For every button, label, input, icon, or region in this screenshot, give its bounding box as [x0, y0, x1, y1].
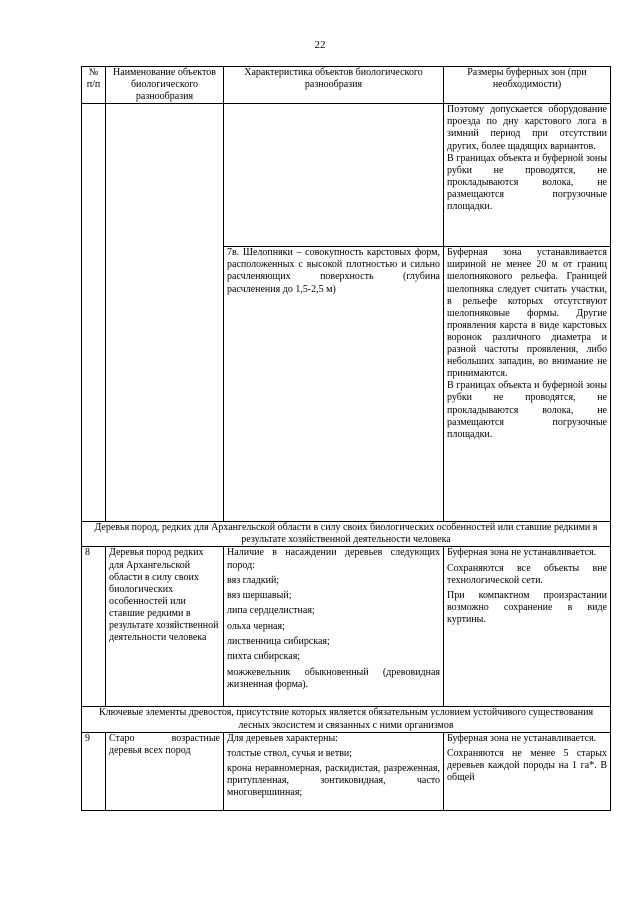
list-item: пихта сибирская; — [227, 651, 301, 663]
biodiversity-table — [81, 66, 611, 811]
header-buffer: Размеры буферных зон (при необходимости) — [444, 67, 611, 104]
section-title-rare-species: Деревья пород, редких для Архангельской области в силу своих биологических особенностей или ставшие редкими в результате хозяйственной деятельности человека — [82, 522, 611, 547]
buffer-paragraph: Буферная зона устанавливается шириной не менее 20 м от границ шелопнякового рельефа. Границей шелопняка следует считать участки, в рельефе которых отсутствуют шелопняковые формы. Другие проявления карста в виде карстовых воронок различного диаметра и разной частоты проявления, либо небольших западин, во внимание не принимаются. — [447, 247, 607, 380]
page-number: 22 — [314, 39, 326, 51]
header-characteristics: Характеристика объектов биологического разнообразия — [224, 67, 444, 104]
list-item: вяз гладкий; — [227, 574, 280, 586]
table-row-9 — [82, 732, 611, 810]
buffer-paragraph: Поэтому допускается оборудование проезда по дну карстового лога в зимний период при отсутствии других, более щадящих вариантов. — [447, 104, 607, 152]
table-row-8 — [82, 547, 611, 707]
list-item: При компактном произрастании возможно сохранение в виде куртины. — [447, 590, 607, 626]
cell-characteristics-continued — [224, 104, 444, 247]
list-item: вяз шершавый; — [227, 590, 292, 602]
list-item: Буферная зона не устанавливается. — [447, 547, 597, 559]
cell-name-9: Старо возрастные деревья всех пород — [106, 732, 224, 810]
list-item: можжевельник обыкновенный (древовидная жизненная форма). — [227, 666, 440, 690]
list-item: липа сердцелистная; — [227, 605, 315, 617]
cell-buffer-9 — [444, 732, 611, 810]
cell-num-8: 8 — [82, 547, 106, 707]
cell-name-continued — [106, 104, 224, 522]
section-row-rare-species — [82, 522, 611, 547]
list-item: Сохраняются не менее 5 старых деревьев каждой породы на 1 га*. В общей — [447, 747, 607, 784]
cell-buffer-continued — [444, 104, 611, 247]
list-item: крона неравномерная, раскидистая, разреженная, притупленная, зонтиковидная, часто многовершинная; — [227, 763, 440, 799]
cell-num-continued — [82, 104, 106, 522]
list-item: Для деревьев характерны: — [227, 732, 338, 744]
cell-name-8: Деревья пород редких для Архангельской области в силу своих биологических особенностей или ставшие редкими в результате хозяйственной деятельности человека — [106, 547, 224, 707]
cell-buffer-8 — [444, 547, 611, 707]
list-item: Сохраняются все объекты вне технологической сети. — [447, 562, 607, 586]
list-item: лиственница сибирская; — [227, 635, 330, 647]
section-row-key-elements — [82, 707, 611, 732]
list-item: Буферная зона не устанавливается. — [447, 732, 597, 744]
buffer-paragraph: В границах объекта и буферной зоны рубки не проводятся, не прокладываются волока, не размещаются погрузочные площадки. — [447, 380, 607, 440]
table-row-continued — [82, 104, 611, 247]
list-item: ольха черная; — [227, 620, 285, 632]
section-title-key-elements: Ключевые элементы древостоя, присутствие которых является обязательным условием устойчивого существования лесных экосистем и связанных с ними организмов — [82, 707, 611, 732]
cell-characteristics-7v: 7в. Шелопняки – совокупность карстовых форм, расположенных с высокой плотностью и сильно расчленяющих поверхность (глубина расчленения до 1,5-2,5 м) — [224, 247, 444, 522]
table-header-row — [82, 67, 611, 104]
list-item: толстые ствол, сучья и ветви; — [227, 747, 353, 759]
header-name: Наименование объектов биологического разнообразия — [106, 67, 224, 104]
cell-buffer-7v — [444, 247, 611, 522]
list-item: Наличие в насаждении деревьев следующих пород: — [227, 547, 440, 571]
header-num: № п/п — [82, 67, 106, 104]
cell-characteristics-9 — [224, 732, 444, 810]
cell-num-9: 9 — [82, 732, 106, 810]
cell-characteristics-8 — [224, 547, 444, 707]
buffer-paragraph: В границах объекта и буферной зоны рубки не проводятся, не прокладываются волока, не размещаются погрузочные площадки. — [447, 152, 607, 213]
